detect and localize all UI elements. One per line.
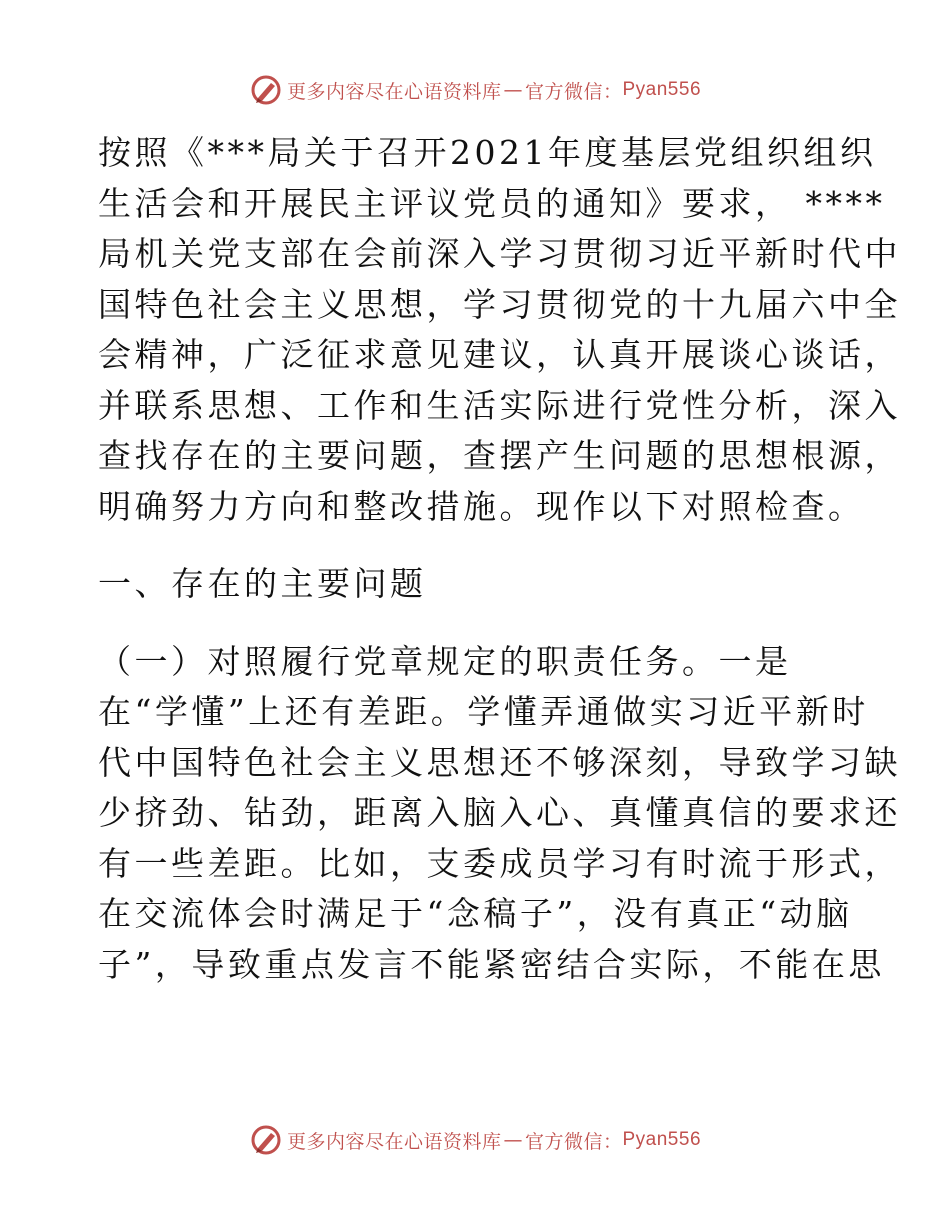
- watermark-text: 更多内容尽在心语资料库: [286, 1130, 502, 1153]
- watermark-separator: —: [503, 79, 523, 101]
- watermark-text: 更多内容尽在心语资料库: [286, 80, 502, 103]
- text-line: 少挤劲、钻劲，距离入脑入心、真懂真信的要求还: [98, 793, 901, 832]
- watermark-wechat-id: Pyan556: [622, 79, 702, 100]
- section-paragraph: [98, 637, 901, 991]
- text-line: 子”，导致重点发言不能紧密结合实际，不能在思: [98, 944, 885, 984]
- text-line: 会精神，广泛征求意见建议，认真开展谈心谈话，: [98, 335, 901, 374]
- watermark-header: [0, 70, 950, 110]
- watermark-footer: [0, 1120, 950, 1160]
- pen-logo-icon: [249, 1123, 283, 1157]
- text-line: 国特色社会主义思想，学习贯彻党的十九届六中全: [98, 284, 901, 324]
- paragraph-spacer: [98, 532, 858, 559]
- text-line: 查找存在的主要问题，查摆产生问题的思想根源，: [98, 436, 901, 475]
- document-body: [98, 128, 901, 990]
- intro-paragraph: [98, 128, 901, 532]
- watermark-wechat-label: 官方微信：: [524, 80, 623, 103]
- watermark-separator: —: [503, 1129, 523, 1151]
- section-heading: [98, 559, 858, 610]
- text-line: 代中国特色社会主义思想还不够深刻，导致学习缺: [98, 742, 901, 782]
- text-line: 按照《***局关于召开2021年度基层党组织组织: [98, 133, 877, 172]
- text-line: （一）对照履行党章规定的职责任务。一是: [98, 641, 792, 681]
- text-line: 在“学懂”上还有差距。学懂弄通做实习近平新时: [98, 692, 869, 731]
- text-line: 生活会和开展民主评议党员的通知》要求， ****: [98, 183, 886, 223]
- text-line: 在交流体会时满足于“念稿子”，没有真正“动脑: [98, 894, 853, 933]
- text-line: 并联系思想、工作和生活实际进行党性分析，深入: [98, 385, 901, 425]
- text-line: 有一些差距。比如，支委成员学习有时流于形式，: [98, 843, 901, 883]
- pen-logo-icon: [249, 73, 283, 107]
- text-line: 明确努力方向和整改措施。现作以下对照检查。: [98, 486, 865, 526]
- paragraph-spacer: [98, 610, 858, 637]
- watermark-wechat-id: Pyan556: [622, 1129, 702, 1150]
- text-line: 局机关党支部在会前深入学习贯彻习近平新时代中: [98, 234, 901, 273]
- heading-text: 一、存在的主要问题: [98, 564, 427, 603]
- watermark-wechat-label: 官方微信：: [524, 1130, 623, 1153]
